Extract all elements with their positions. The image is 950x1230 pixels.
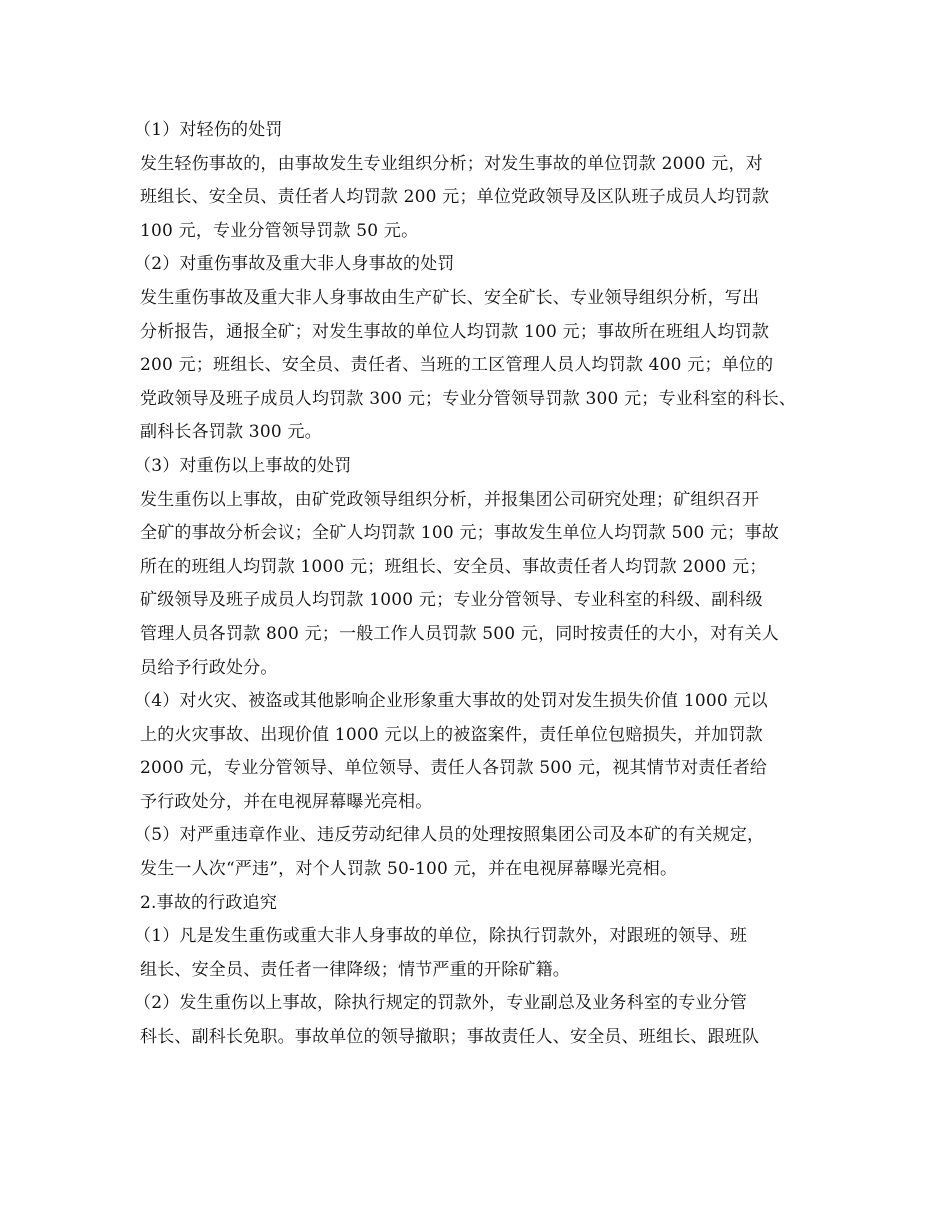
- paragraph-line: 科长、副科长免职。事故单位的领导撤职；事故责任人、安全员、班组长、跟班队: [140, 1027, 760, 1048]
- paragraph-line: 班组长、安全员、责任者人均罚款 200 元；单位党政领导及区队班子成员人均罚款: [140, 187, 770, 208]
- heading-above-serious: （3）对重伤以上事故的处罚: [134, 455, 352, 476]
- paragraph-line: 100 元，专业分管领导罚款 50 元。: [140, 220, 419, 241]
- heading-minor-injury: （1）对轻伤的处罚: [134, 120, 283, 140]
- paragraph-line: 组长、安全员、责任者一律降级；情节严重的开除矿籍。: [140, 959, 570, 980]
- paragraph-line: 员给予行政处分。: [140, 657, 278, 678]
- heading-admin-item-2: （2）发生重伤以上事故，除执行规定的罚款外，专业副总及业务科室的专业分管: [134, 993, 748, 1014]
- paragraph-line: 发生一人次“严违”，对个人罚款 50-100 元，并在电视屏幕曝光亮相。: [140, 859, 678, 880]
- paragraph-line: 所在的班组人均罚款 1000 元；班组长、安全员、事故责任者人均罚款 2000 元；: [140, 556, 767, 577]
- section-heading-administrative: 2.事故的行政追究: [140, 892, 278, 913]
- heading-serious-injury: （2）对重伤事故及重大非人身事故的处罚: [134, 254, 455, 275]
- paragraph-line: 矿级领导及班子成员人均罚款 1000 元；专业分管领导、专业科室的科级、副科级: [140, 590, 763, 611]
- paragraph-line: 发生轻伤事故的，由事故发生专业组织分析；对发生事故的单位罚款 2000 元，对: [140, 153, 763, 174]
- paragraph-line: 上的火灾事故、出现价值 1000 元以上的被盗案件，责任单位包赔损失，并加罚款: [140, 724, 763, 745]
- heading-admin-item-1: （1）凡是发生重伤或重大非人身事故的单位，除执行罚款外，对跟班的领导、班: [134, 926, 748, 947]
- heading-violations: （5）对严重违章作业、违反劳动纪律人员的处理按照集团公司及本矿的有关规定，: [134, 825, 765, 846]
- paragraph-line: 全矿的事故分析会议；全矿人均罚款 100 元；事故发生单位人均罚款 500 元；事故: [140, 523, 779, 544]
- paragraph-line: 发生重伤事故及重大非人身事故由生产矿长、安全矿长、专业领导组织分析，写出: [140, 287, 760, 308]
- paragraph-line: 管理人员各罚款 800 元；一般工作人员罚款 500 元，同时按责任的大小，对有关人: [140, 623, 779, 644]
- heading-fire-theft: （4）对火灾、被盗或其他影响企业形象重大事故的处罚对发生损失价值 1000 元以: [134, 691, 768, 712]
- paragraph-line: 200 元；班组长、安全员、责任者、当班的工区管理人员人均罚款 400 元；单位的: [140, 355, 774, 376]
- paragraph-line: 分析报告，通报全矿；对发生事故的单位人均罚款 100 元；事故所在班组人均罚款: [140, 321, 770, 342]
- paragraph-line: 2000 元，专业分管领导、单位领导、责任人各罚款 500 元，视其情节对责任者给: [140, 758, 768, 779]
- paragraph-line: 副科长各罚款 300 元。: [140, 422, 322, 443]
- paragraph-line: 予行政处分，并在电视屏幕曝光亮相。: [140, 791, 433, 812]
- paragraph-line: 党政领导及班子成员人均罚款 300 元；专业分管领导罚款 300 元；专业科室的科长、: [140, 388, 797, 409]
- paragraph-line: 发生重伤以上事故，由矿党政领导组织分析，并报集团公司研究处理；矿组织召开: [140, 489, 760, 510]
- document-body: [134, 114, 824, 1055]
